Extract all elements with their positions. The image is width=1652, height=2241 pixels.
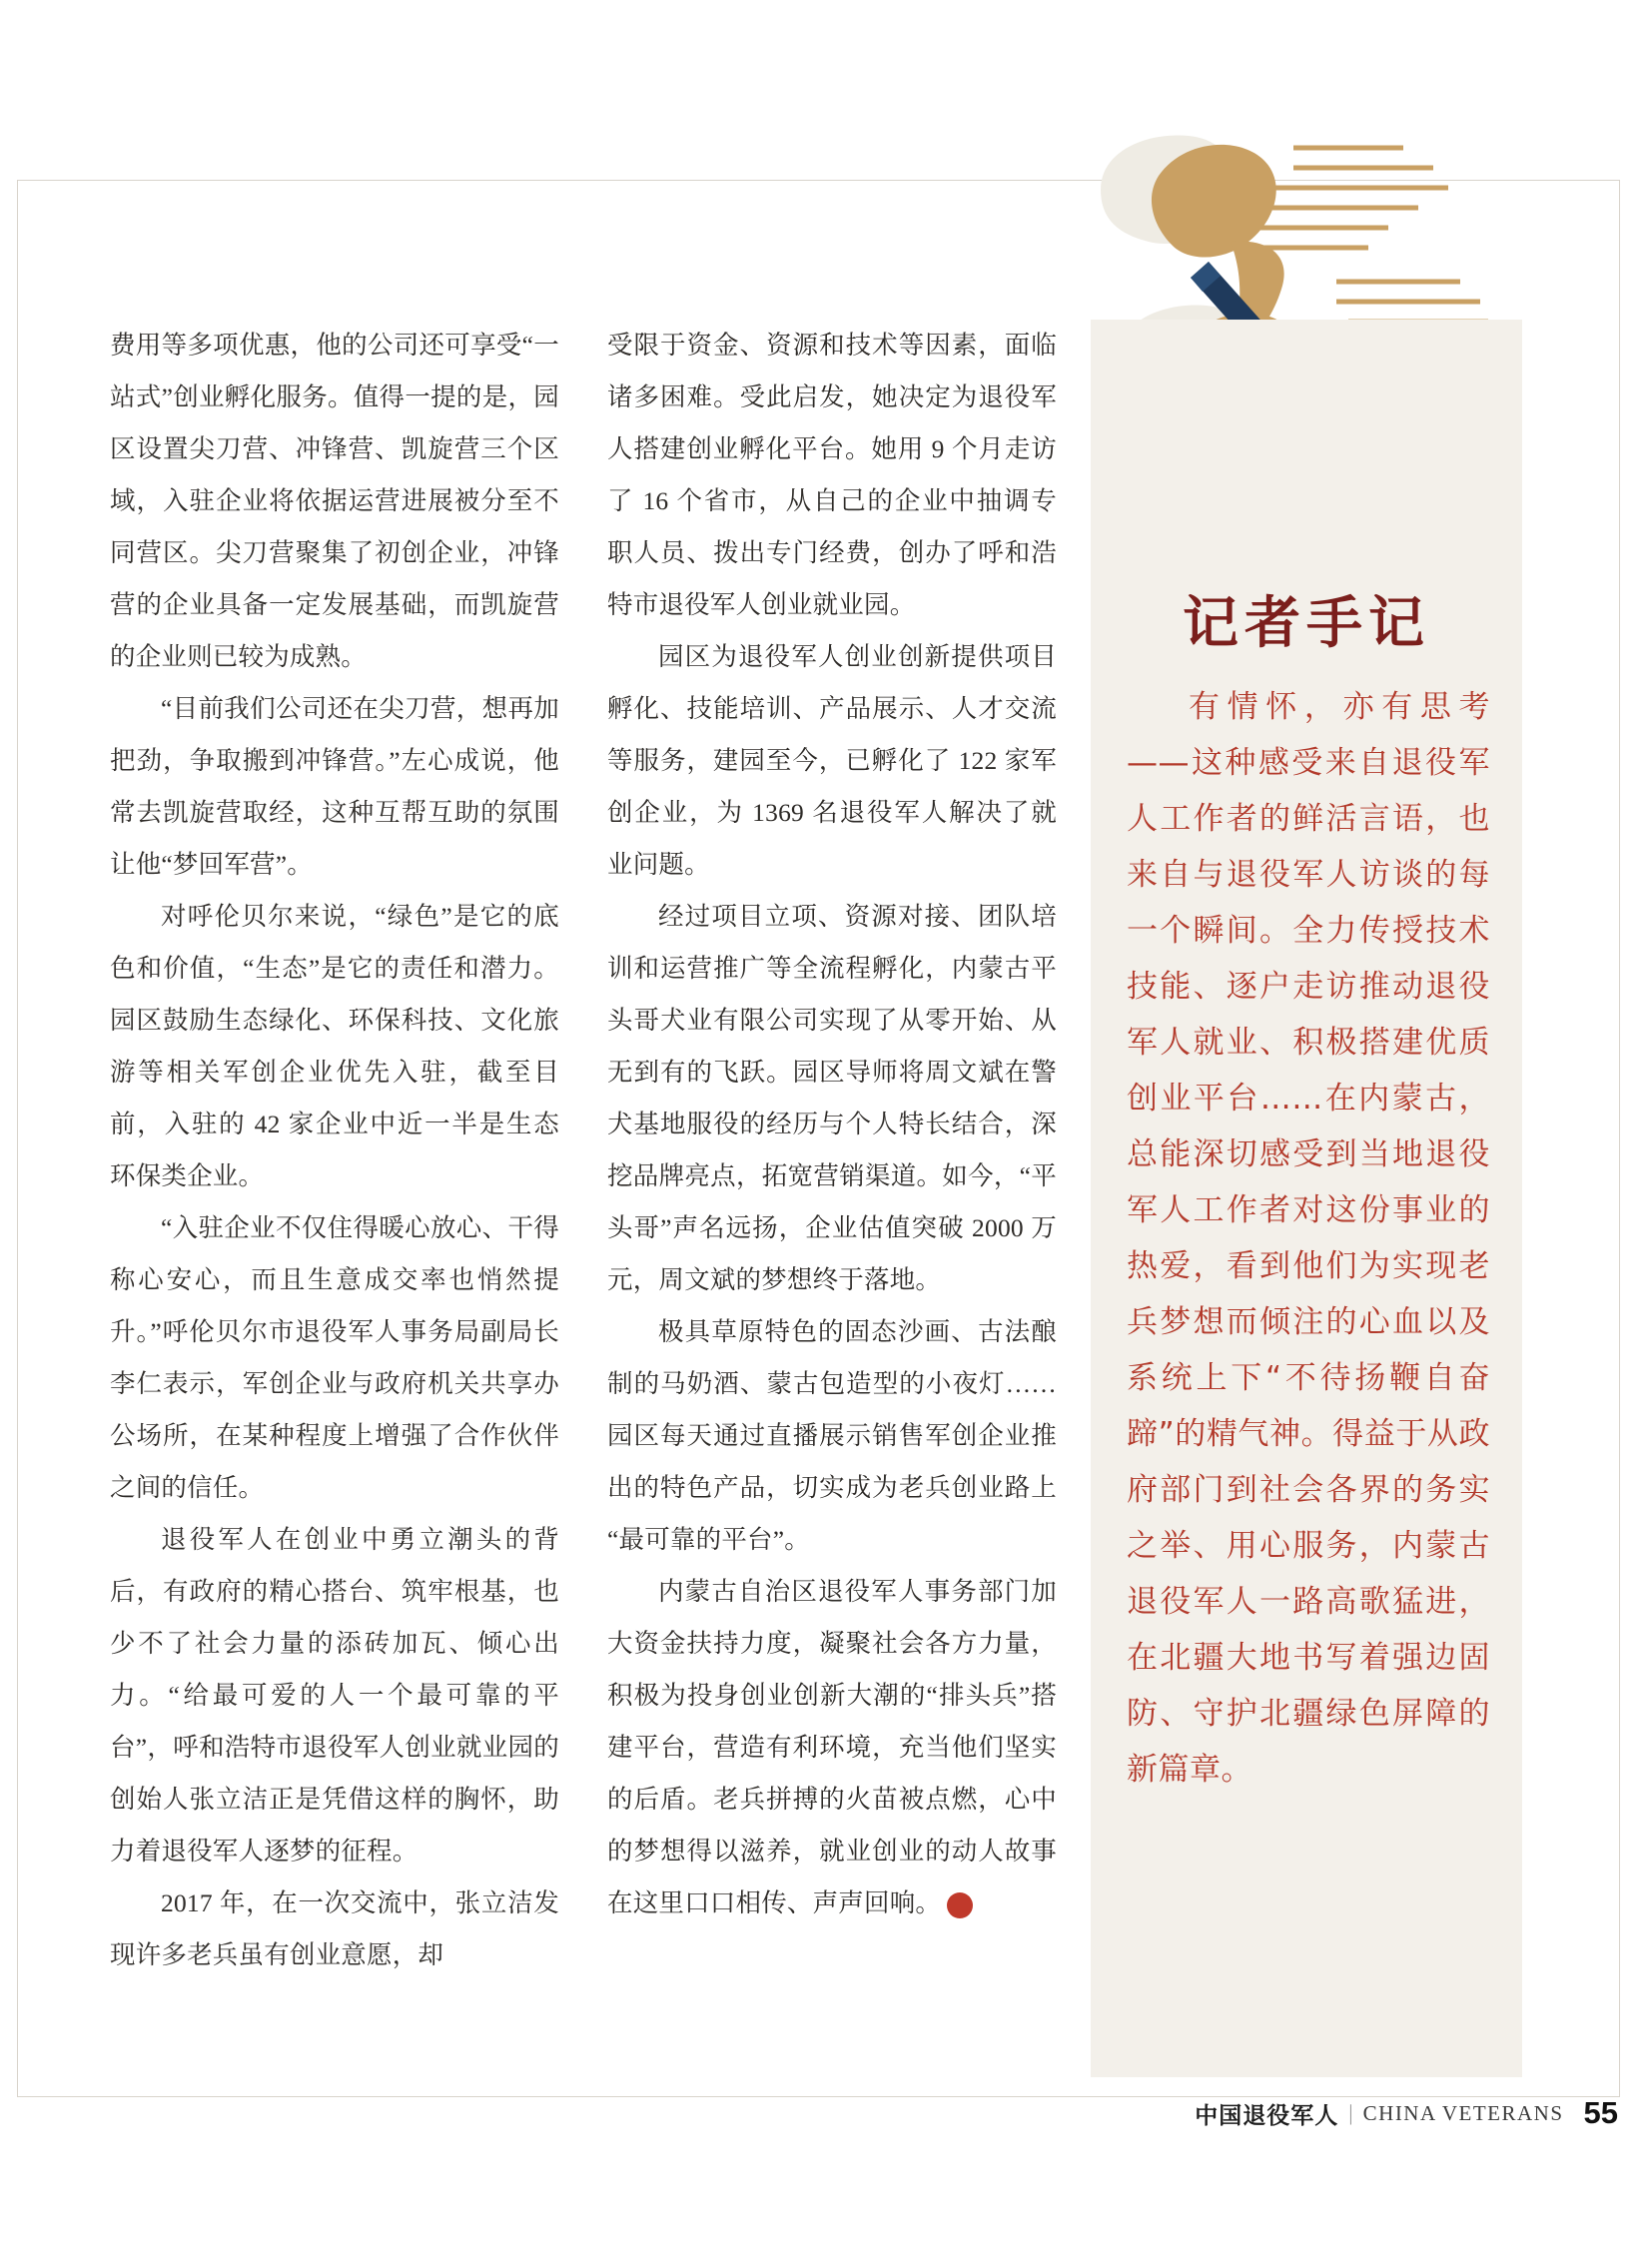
article-column-left [110,320,559,1981]
paragraph: 费用等多项优惠，他的公司还可享受“一站式”创业孵化服务。值得一提的是，园区设置尖刀营、冲锋营、凯旋营三个区域，入驻企业将依据运营进展被分至不同营区。尖刀营聚集了初创企业，冲锋营的企业具备一定发展基础，而凯旋营的企业则已较为成熟。 [110,331,559,671]
paragraph: 有情怀，亦有思考——这种感受来自退役军人工作者的鲜活言语，也来自与退役军人访谈的每一个瞬间。全力传授技术技能、逐户走访推动退役军人就业、积极搭建优质创业平台……在内蒙古，总能深切感受到当地退役军人工作者对这份事业的热爱，看到他们为实现老兵梦想而倾注的心血以及系统上下“不待扬鞭自奋蹄”的精气神。得益于从政府部门到社会各界的务实之举、用心服务，内蒙古退役军人一路高歌猛进，在北疆大地书写着强边固防、守护北疆绿色屏障的新篇章。 [1127,689,1490,1788]
page-number: 55 [1583,2095,1618,2130]
reporter-note-box [1091,320,1522,2077]
footer-separator: | [1348,2100,1353,2125]
publication-name-cn: 中国退役军人 [1195,2102,1339,2129]
paragraph: 对呼伦贝尔来说，“绿色”是它的底色和价值，“生态”是它的责任和潜力。园区鼓励生态绿化、环保科技、文化旅游等相关军创企业优先入驻，截至目前，入驻的 42 家企业中近一半是生态环保类企业。 [110,902,559,1190]
paragraph: “目前我们公司还在尖刀营，想再加把劲，争取搬到冲锋营。”左心成说，他常去凯旋营取经，这种互帮互助的氛围让他“梦回军营”。 [110,694,559,879]
paragraph: 退役军人在创业中勇立潮头的背后，有政府的精心搭台、筑牢根基，也少不了社会力量的添砖加瓦、倾心出力。“给最可爱的人一个最可靠的平台”，呼和浩特市退役军人创业就业园的创始人张立洁正是凭借这样的胸怀，助力着退役军人逐梦的征程。 [110,1525,559,1866]
paragraph: “入驻企业不仅住得暖心放心、干得称心安心，而且生意成交率也悄然提升。”呼伦贝尔市退役军人事务局副局长李仁表示，军创企业与政府机关共享办公场所，在某种程度上增强了合作伙伴之间的信任。 [110,1213,559,1502]
reporter-note-body [1127,679,1490,1798]
page-footer [1195,2095,1618,2131]
paragraph-text: 内蒙古自治区退役军人事务部门加大资金扶持力度，凝聚社会各方力量，积极为投身创业创新大潮的“排头兵”搭建平台，营造有利环境，充当他们坚实的后盾。老兵拼搏的火苗被点燃，心中的梦想得以滋养，就业创业的动人故事在这里口口相传、声声回响。 [607,1577,1057,1917]
paragraph: 经过项目立项、资源对接、团队培训和运营推广等全流程孵化，内蒙古平头哥犬业有限公司实现了从零开始、从无到有的飞跃。园区导师将周文斌在警犬基地服役的经历与个人特长结合，深挖品牌亮点，拓宽营销渠道。如今，“平头哥”声名远扬，企业估值突破 2000 万元，周文斌的梦想终于落地。 [607,902,1057,1294]
paragraph: 园区为退役军人创业创新提供项目孵化、技能培训、产品展示、人才交流等服务，建园至今，已孵化了 122 家军创企业，为 1369 名退役军人解决了就业问题。 [607,642,1057,879]
reporter-note-title: 记者手记 [1183,590,1430,656]
paragraph: 2017 年，在一次交流中，张立洁发现许多老兵虽有创业意愿，却 [110,1888,559,1969]
reporter-note-inner [1091,320,1522,2077]
article-column-right [607,320,1057,1929]
end-of-article-mark: V [947,1892,973,1918]
paragraph-with-end-mark [607,1566,1057,1929]
publication-name-en: CHINA VETERANS [1362,2100,1564,2125]
paragraph: 受限于资金、资源和技术等因素，面临诸多困难。受此启发，她决定为退役军人搭建创业孵化平台。她用 9 个月走访了 16 个省市，从自己的企业中抽调专职人员、拨出专门经费，创办了呼和浩特市退役军人创业就业园。 [607,331,1057,619]
paragraph: 极具草原特色的固态沙画、古法酿制的马奶酒、蒙古包造型的小夜灯……园区每天通过直播展示销售军创企业推出的特色产品，切实成为老兵创业路上“最可靠的平台”。 [607,1317,1057,1554]
